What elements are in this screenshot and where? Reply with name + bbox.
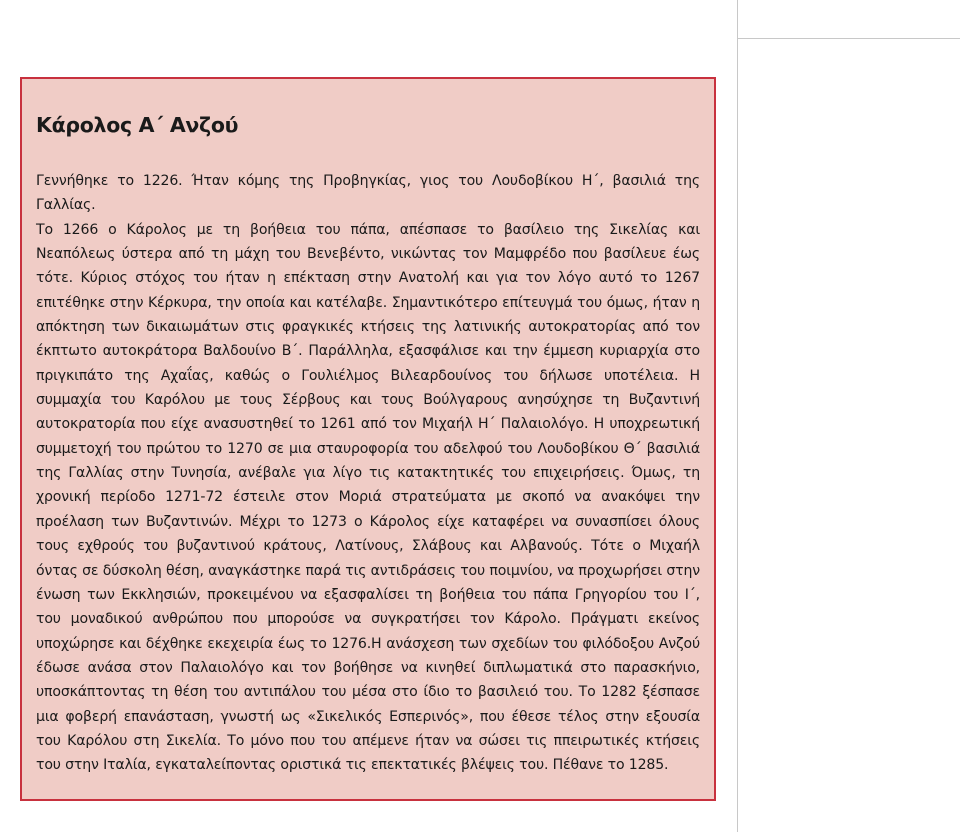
- biography-paragraph-reign: Το 1266 ο Κάρολος με τη βοήθεια του πάπα, απέσπασε το βασίλειο της Σικελίας και Νεαπόλεως ύστερα από τη μάχη του Βενεβέντο, νικώντας τον Μαμφρέδο που βασίλευε έως τότε. Κύριος στόχος του ήταν η επέκταση στην Ανατολή και για τον λόγο αυτό το 1267 επιτέθηκε στην Κέρκυρα, την οποία και κατέλαβε. Σημαντικότερο επίτευγμά του όμως, ήταν η απόκτηση των δικαιωμάτων στις φραγκικές κτήσεις της λατινικής αυτοκρατορίας από τον έκπτωτο αυτοκράτορα Βαλδουίνο Β΄. Παράλληλα, εξασφάλισε και την έμμεση κυριαρχία στο πριγκιπάτο της Αχαΐας, καθώς ο Γουλιέλμος Βιλεαρδουίνος του δήλωσε υποτέλεια. Η συμμαχία του Καρόλου με τους Σέρβους και τους Βούλγαρους ανησύχησε τη Βυζαντινή αυτοκρατορία που είχε ανασυστηθεί το 1261 από τον Μιχαήλ Η΄ Παλαιολόγο. Η υποχρεωτική συμμετοχή του πρώτου το 1270 σε μια σταυροφορία του αδελφού του Λουδοβίκου Θ΄ βασιλιά της Γαλλίας στην Τυνησία, ανέβαλε για λίγο τις κατακτητικές του επιχειρήσεις. Όμως, τη χρονική περίοδο 1271-72 έστειλε στον Μοριά στρατεύματα με σκοπό να ανακόψει την προέλαση των Βυζαντινών. Μέχρι το 1273 ο Κάρολος είχε καταφέρει να συνασπίσει όλους τους εχθρούς του βυζαντινού κράτους, Λατίνους, Σλάβους και Αλβανούς. Τότε ο Μιχαήλ όντας σε δύσκολη θέση, αναγκάστηκε παρά τις αντιδράσεις του ποιμνίου, να προχωρήσει στην ένωση των Εκκλησιών, προκειμένου να εξασφαλίσει τη βοήθεια του πάπα Γρηγορίου του Ι΄, του μοναδικού ανθρώπου που μπορούσε να συγκρατήσει τον Κάρολο. Πράγματι εκείνος υποχώρησε και δέχθηκε εκεχειρία έως το 1276.Η ανάσχεση των σχεδίων του φιλόδοξου Ανζού έδωσε ανάσα στον Παλαιολόγο και τον βοήθησε να κινηθεί διπλωματικά στο παρασκήνιο, υποσκάπτοντας τη θέση του αντιπάλου του μέσα στο ίδιο το βασιλειό του. Το 1282 ξέσπασε μια φοβερή επανάσταση, γνωστή ως «Σικελικός Εσπερινός», που έθεσε τέλος στην εξουσία του Καρόλου στη Σικελία. Το μόνο που του απέμενε ήταν να σώσει τις ππειρωτικές κτήσεις του στην Ιταλία, εγκαταλείποντας οριστικά τις επεκτατικές βλέψεις του. Πέθανε το 1285.: [36, 221, 700, 774]
- biography-box: [20, 77, 716, 801]
- page-margin-rule-horizontal: [737, 38, 960, 39]
- page-margin-rule-vertical: [737, 0, 738, 832]
- biography-title: Κάρολος Α΄ Ανζού: [36, 113, 239, 137]
- biography-paragraph-birth: Γεννήθηκε το 1226. Ήταν κόμης της Προβηγκίας, γιος του Λουδοβίκου Η΄, βασιλιά της Γαλλίας.: [36, 173, 700, 214]
